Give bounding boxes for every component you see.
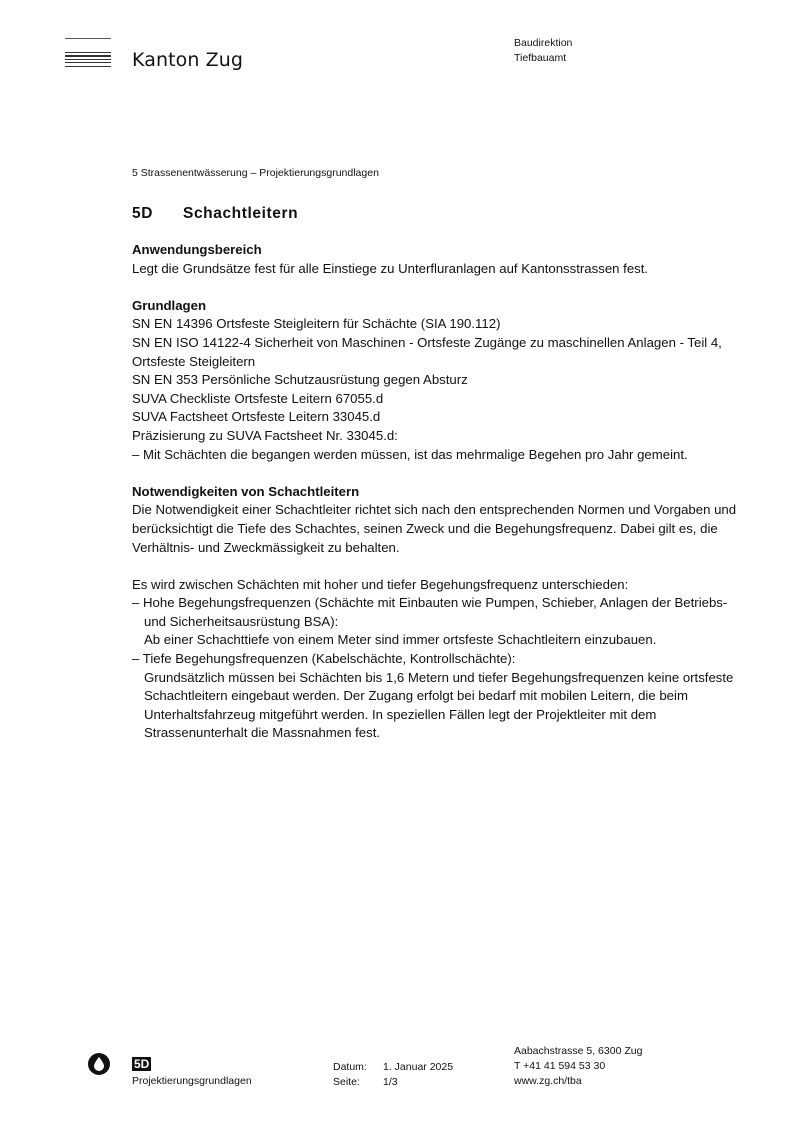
section-heading-basis: Grundlagen (132, 297, 206, 313)
footer-address-block (514, 1044, 642, 1089)
footer-badge: 5D (134, 1057, 150, 1071)
breadcrumb: 5 Strassenentwässerung – Projektierungsgrundlagen (132, 167, 379, 179)
list-item-label: – Hohe Begehungsfrequenzen (Schächte mit Einbauten wie Pumpen, Schieber, Anlagen der Betriebs- und Sicherheitsausrüstung BSA): (132, 595, 728, 629)
office: Tiefbauamt (514, 52, 567, 64)
address: Aabachstrasse 5, 6300 Zug (514, 1045, 643, 1057)
list-item-detail: Grundsätzlich müssen bei Schächten bis 1,6 Metern und tiefer Begehungsfrequenzen keine ortsfeste Schachtleitern eingebaut werden. Der Zugang erfolgt bei bedarf mit mobilen Leitern, die beim Unterhaltsfahrzeug mitgeführt werden. In speziellen Fällen legt der Projektleiter mit dem Strassenunterhalt die Massnahmen fest. (144, 669, 734, 741)
scope-text: Legt die Grundsätze fest für alle Einstiege zu Unterfluranlagen auf Kantonsstrassen fest. (132, 260, 649, 276)
section-heading-necessity: Notwendigkeiten von Schachtleitern (132, 483, 360, 499)
website-link[interactable]: www.zg.ch/tba (514, 1075, 582, 1087)
department-block (514, 36, 572, 66)
document-body (132, 241, 742, 743)
page-title (132, 205, 298, 223)
date-label: Datum: (333, 1061, 367, 1073)
list-item-detail: Ab einer Schachttiefe von einem Meter sind immer ortsfeste Schachtleitern einzubauen. (144, 632, 657, 648)
list-item-label: – Tiefe Begehungsfrequenzen (Kabelschächte, Kontrollschächte): (132, 651, 516, 667)
necessity-intro: Es wird zwischen Schächten mit hoher und tiefer Begehungsfrequenz unterschieden: (132, 576, 629, 592)
phone: T +41 41 594 53 30 (514, 1060, 606, 1072)
basis-line: SUVA Checkliste Ortsfeste Leitern 67055.d (132, 390, 384, 406)
logo-text: Kanton Zug (132, 49, 244, 71)
basis-line: SN EN 353 Persönliche Schutzausrüstung gegen Absturz (132, 372, 468, 388)
basis-line: Präzisierung zu SUVA Factsheet Nr. 33045.d: (132, 427, 398, 443)
basis-line: SN EN ISO 14122-4 Sicherheit von Maschinen - Ortsfeste Zugänge zu maschinellen Anlagen - Teil 4, Ortsfeste Steigleitern (132, 334, 722, 369)
title-text: Schachtleitern (183, 205, 299, 222)
section-heading-scope: Anwendungsbereich (132, 242, 262, 257)
page-label: Seite: (333, 1076, 360, 1088)
basis-line: SN EN 14396 Ortsfeste Steigleitern für Schächte (SIA 190.112) (132, 316, 501, 332)
title-number: 5D (132, 205, 154, 222)
water-drop-icon (88, 1053, 110, 1075)
necessity-text: Die Notwendigkeit einer Schachtleiter richtet sich nach den entsprechenden Normen und Vorgaben und berücksichtigt die Tiefe des Schachtes, seinen Zweck und die Begehungsfrequenz. Dabei gilt es, die Verhältnis- und Zweckmässigkeit zu behalten. (132, 502, 737, 555)
basis-line: SUVA Factsheet Ortsfeste Leitern 33045.d (132, 409, 381, 425)
page-value: 1/3 (383, 1076, 398, 1088)
footer-subtitle: Projektierungsgrundlagen (132, 1075, 252, 1087)
footer-meta (333, 1060, 453, 1090)
date-value: 1. Januar 2025 (383, 1061, 454, 1073)
basis-line: – Mit Schächten die begangen werden müssen, ist das mehrmalige Begehen pro Jahr gemeint. (132, 446, 688, 462)
department: Baudirektion (514, 37, 573, 49)
